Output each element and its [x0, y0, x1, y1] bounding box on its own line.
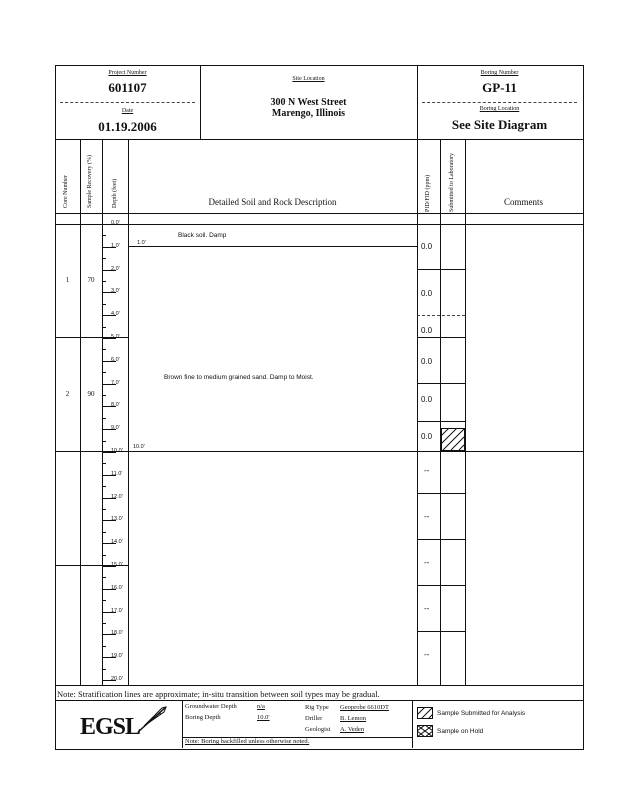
pid-reading: 0.0: [421, 289, 433, 298]
pid-reading: --: [424, 558, 430, 567]
depth-tick-label: 2.0': [111, 266, 120, 272]
boring-number: GP-11: [482, 80, 517, 95]
header-bottom-line: [55, 139, 583, 140]
depth-minor-tick: [102, 304, 106, 305]
egsl-logo: EGSL: [80, 714, 141, 740]
backfill-note: Note: Boring backfilled unless otherwise noted.: [185, 738, 310, 745]
groundwater-depth: n/a: [257, 703, 265, 710]
depth-minor-tick: [102, 600, 106, 601]
date-label: Date: [121, 108, 134, 114]
stratum-1-description: Black soil. Damp: [178, 232, 227, 239]
pid-reading: --: [424, 512, 430, 521]
boring-location: See Site Diagram: [451, 117, 548, 132]
footer-divider-legend: [412, 700, 413, 748]
legend-analysis-label: Sample Submitted for Analysis: [437, 710, 526, 717]
depth-minor-tick: [102, 646, 106, 647]
pid-row-line: [417, 315, 465, 316]
depth-tick-label: 16.0': [111, 585, 123, 591]
driller: B. Lemon: [340, 715, 366, 722]
pid-reading: --: [424, 650, 430, 659]
table-bottom-line: [55, 685, 583, 686]
col-line-3: [128, 139, 129, 685]
sample-submitted-hatch: [441, 428, 465, 451]
boring-location-label: Boring Location: [479, 106, 520, 112]
note-bottom-line: [55, 700, 583, 701]
col-core-number: Core Number: [63, 175, 69, 208]
depth-minor-tick: [102, 532, 106, 533]
depth-tick-label: 13.0': [111, 516, 123, 522]
depth-minor-tick: [102, 463, 106, 464]
pid-reading: 0.0: [421, 326, 433, 335]
col-description: Detailed Soil and Rock Description: [208, 197, 337, 207]
feather-logo-icon: [136, 704, 170, 734]
project-number: 601107: [108, 80, 147, 95]
depth-tick-label: 11.0': [111, 471, 123, 477]
core-1-bottom-line: [55, 337, 129, 338]
depth-tick-label: 4.0': [111, 311, 120, 317]
depth-minor-tick: [102, 258, 106, 259]
depth-tick-label: 14.0': [111, 539, 123, 545]
boring-number-label: Boring Number: [480, 70, 519, 76]
depth-minor-tick: [102, 281, 106, 282]
stratification-note: Note: Stratification lines are approximate; in-situ transition between soil types may be gradual.: [57, 689, 380, 699]
core-3-bottom-line: [55, 565, 129, 566]
pid-reading: 0.0: [421, 432, 433, 441]
depth-minor-tick: [102, 441, 106, 442]
site-address-line1: 300 N West Street: [270, 97, 347, 108]
depth-tick-label: 3.0': [111, 288, 120, 294]
depth-tick-label: 6.0': [111, 357, 120, 363]
site-location-label: Site Location: [292, 76, 325, 82]
depth-tick-label: 12.0': [111, 494, 123, 500]
header-row-line-b: [55, 224, 583, 225]
depth-tick-label: 17.0': [111, 608, 123, 614]
legend-hold-label: Sample on Hold: [437, 728, 484, 735]
pid-row-line: [417, 493, 465, 494]
boring-depth: 10.0': [257, 714, 270, 721]
pid-reading: --: [424, 466, 430, 475]
pid-row-line: [417, 585, 465, 586]
pid-row-line: [417, 421, 465, 422]
stratum-1-depth: 1.0': [137, 240, 146, 246]
stratum-line-1: [128, 246, 417, 247]
depth-minor-tick: [102, 349, 106, 350]
depth-minor-tick: [102, 623, 106, 624]
depth-minor-tick: [102, 669, 106, 670]
col-line-1: [80, 139, 81, 685]
depth-minor-tick: [102, 327, 106, 328]
pid-reading: --: [424, 604, 430, 613]
pid-reading: 0.0: [421, 242, 433, 251]
depth-tick-label: 1.0': [111, 243, 120, 249]
depth-minor-tick: [102, 577, 106, 578]
boring-depth-label: Boring Depth: [185, 714, 221, 721]
col-line-5: [465, 139, 466, 685]
depth-scale: [102, 220, 128, 682]
depth-tick-label: 18.0': [111, 630, 123, 636]
core-2-number: 2: [65, 390, 70, 398]
depth-tick-label: 8.0': [111, 402, 120, 408]
depth-minor-tick: [102, 372, 106, 373]
stratum-2-depth: 10.0': [133, 444, 145, 450]
depth-tick-label: 20.0': [111, 676, 123, 682]
boring-log-frame: [55, 65, 584, 750]
stratum-line-2: [128, 451, 583, 452]
pid-row-line: [417, 337, 465, 338]
header-row-line-a: [55, 213, 583, 214]
depth-minor-tick: [102, 509, 106, 510]
legend-hold-icon: [417, 725, 433, 737]
depth-minor-tick: [102, 395, 106, 396]
depth-minor-tick: [102, 235, 106, 236]
groundwater-depth-label: Groundwater Depth: [185, 703, 237, 710]
project-number-label: Project Number: [108, 70, 147, 76]
depth-minor-tick: [102, 418, 106, 419]
col-pid: PID/FID (ppm): [425, 174, 431, 212]
depth-tick-label: 9.0': [111, 425, 120, 431]
core-2-bottom-line: [55, 451, 129, 452]
header-dash-right: [422, 102, 577, 103]
pid-row-line: [417, 269, 465, 270]
pid-row-line: [417, 383, 465, 384]
rig-type: Geoprobe 6610DT: [340, 704, 389, 711]
pid-row-line: [417, 539, 465, 540]
core-1-number: 1: [65, 276, 70, 284]
depth-minor-tick: [102, 555, 106, 556]
site-address-line2: Marengo, Illinois: [271, 108, 346, 119]
depth-tick-label: 7.0': [111, 380, 120, 386]
col-comments: Comments: [503, 197, 543, 207]
col-sample-recovery: Sample Recovery (%): [87, 155, 93, 208]
header-dash-left: [60, 102, 195, 103]
col-depth: Depth (feet): [112, 178, 118, 208]
legend-analysis-icon: [417, 707, 433, 719]
core-1-recovery: 70: [87, 276, 95, 284]
driller-label: Driller: [305, 715, 323, 722]
col-submitted: Submitted to Laboratory: [449, 153, 455, 212]
depth-tick-label: 0.0': [111, 220, 120, 226]
core-2-recovery: 90: [87, 390, 95, 398]
pid-row-line: [417, 631, 465, 632]
depth-minor-tick: [102, 486, 106, 487]
stratum-2-description: Brown fine to medium grained sand. Damp to Moist.: [164, 374, 314, 381]
geologist-label: Geologist: [305, 726, 331, 733]
pid-reading: 0.0: [421, 357, 433, 366]
geologist: A. Veden: [340, 726, 365, 733]
date-value: 01.19.2006: [98, 119, 157, 134]
depth-tick-label: 19.0': [111, 653, 123, 659]
pid-reading: 0.0: [421, 395, 433, 404]
rig-type-label: Rig Type: [305, 704, 329, 711]
